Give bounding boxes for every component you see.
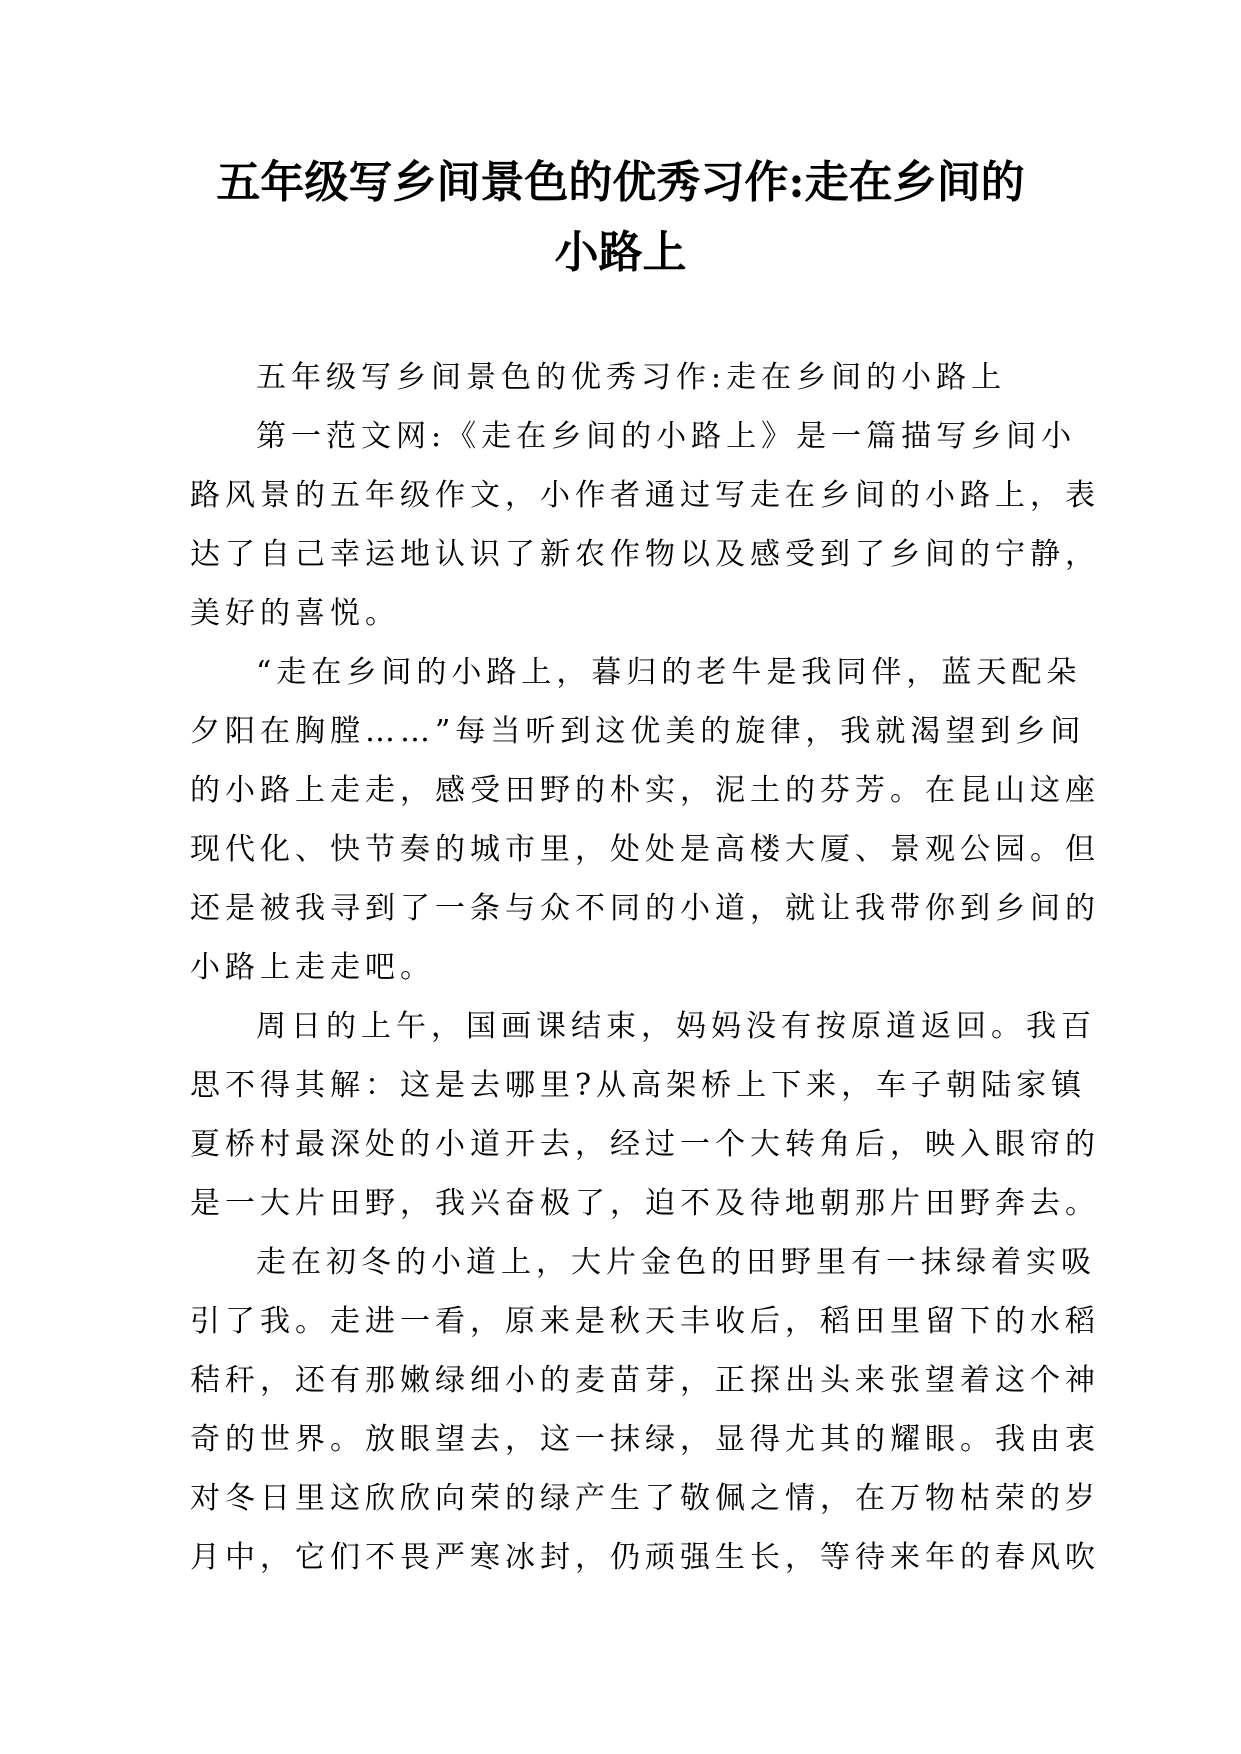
- paragraph-3-line-3: 夏桥村最深处的小道开去，经过一个大转角后，映入眼帘的: [190, 1127, 1100, 1162]
- document-body: [190, 348, 1100, 1587]
- paragraph-1-line-3: 达了自己幸运地认识了新农作物以及感受到了乡间的宁静，: [190, 537, 1100, 572]
- paragraph-4-line-3: 秸秆，还有那嫩绿细小的麦苗芽，正探出头来张望着这个神: [190, 1363, 1100, 1398]
- paragraph-1-line-2: 路风景的五年级作文，小作者通过写走在乡间的小路上，表: [190, 478, 1100, 513]
- paragraph-2-line-2: 夕阳在胸膛……”每当听到这优美的旋律，我就渴望到乡间: [190, 714, 1086, 749]
- title-line-1: 五年级写乡间景色的优秀习作:走在乡间的: [216, 157, 1025, 208]
- paragraph-2-line-5: 还是被我寻到了一条与众不同的小道，就让我带你到乡间的: [190, 891, 1100, 926]
- paragraph-1-line-1: 第一范文网:《走在乡间的小路上》是一篇描写乡间小: [256, 419, 1077, 454]
- paragraph-3-line-4: 是一大片田野，我兴奋极了，迫不及待地朝那片田野奔去。: [190, 1186, 1100, 1221]
- paragraph-3-line-2: 思不得其解：这是去哪里?从高架桥上下来，车子朝陆家镇: [190, 1068, 1087, 1103]
- paragraph-2-line-3: 的小路上走走，感受田野的朴实，泥土的芬芳。在昆山这座: [190, 773, 1100, 808]
- paragraph-4-line-4: 奇的世界。放眼望去，这一抹绿，显得尤其的耀眼。我由衷: [190, 1422, 1100, 1457]
- title-line-2: 小路上: [554, 227, 687, 278]
- paragraph-4-line-6: 月中，它们不畏严寒冰封，仍顽强生长，等待来年的春风吹: [190, 1540, 1100, 1575]
- paragraph-2-line-6: 小路上走走吧。: [190, 950, 435, 985]
- paragraph-4-line-2: 引了我。走进一看，原来是秋天丰收后，稻田里留下的水稻: [190, 1304, 1100, 1339]
- paragraph-3-line-1: 周日的上午，国画课结束，妈妈没有按原道返回。我百: [256, 1009, 1096, 1044]
- paragraph-2-line-4: 现代化、快节奏的城市里，处处是高楼大厦、景观公园。但: [190, 832, 1100, 867]
- paragraph-2-line-1: “走在乡间的小路上，暮归的老牛是我同伴，蓝天配朵: [256, 655, 1082, 690]
- document-title: [160, 148, 1081, 288]
- paragraph-4-line-5: 对冬日里这欣欣向荣的绿产生了敬佩之情，在万物枯荣的岁: [190, 1481, 1100, 1516]
- paragraph-1-line-4: 美好的喜悦。: [190, 596, 400, 631]
- subtitle-line: 五年级写乡间景色的优秀习作:走在乡间的小路上: [256, 360, 1007, 395]
- paragraph-4-line-1: 走在初冬的小道上，大片金色的田野里有一抹绿着实吸: [256, 1245, 1096, 1280]
